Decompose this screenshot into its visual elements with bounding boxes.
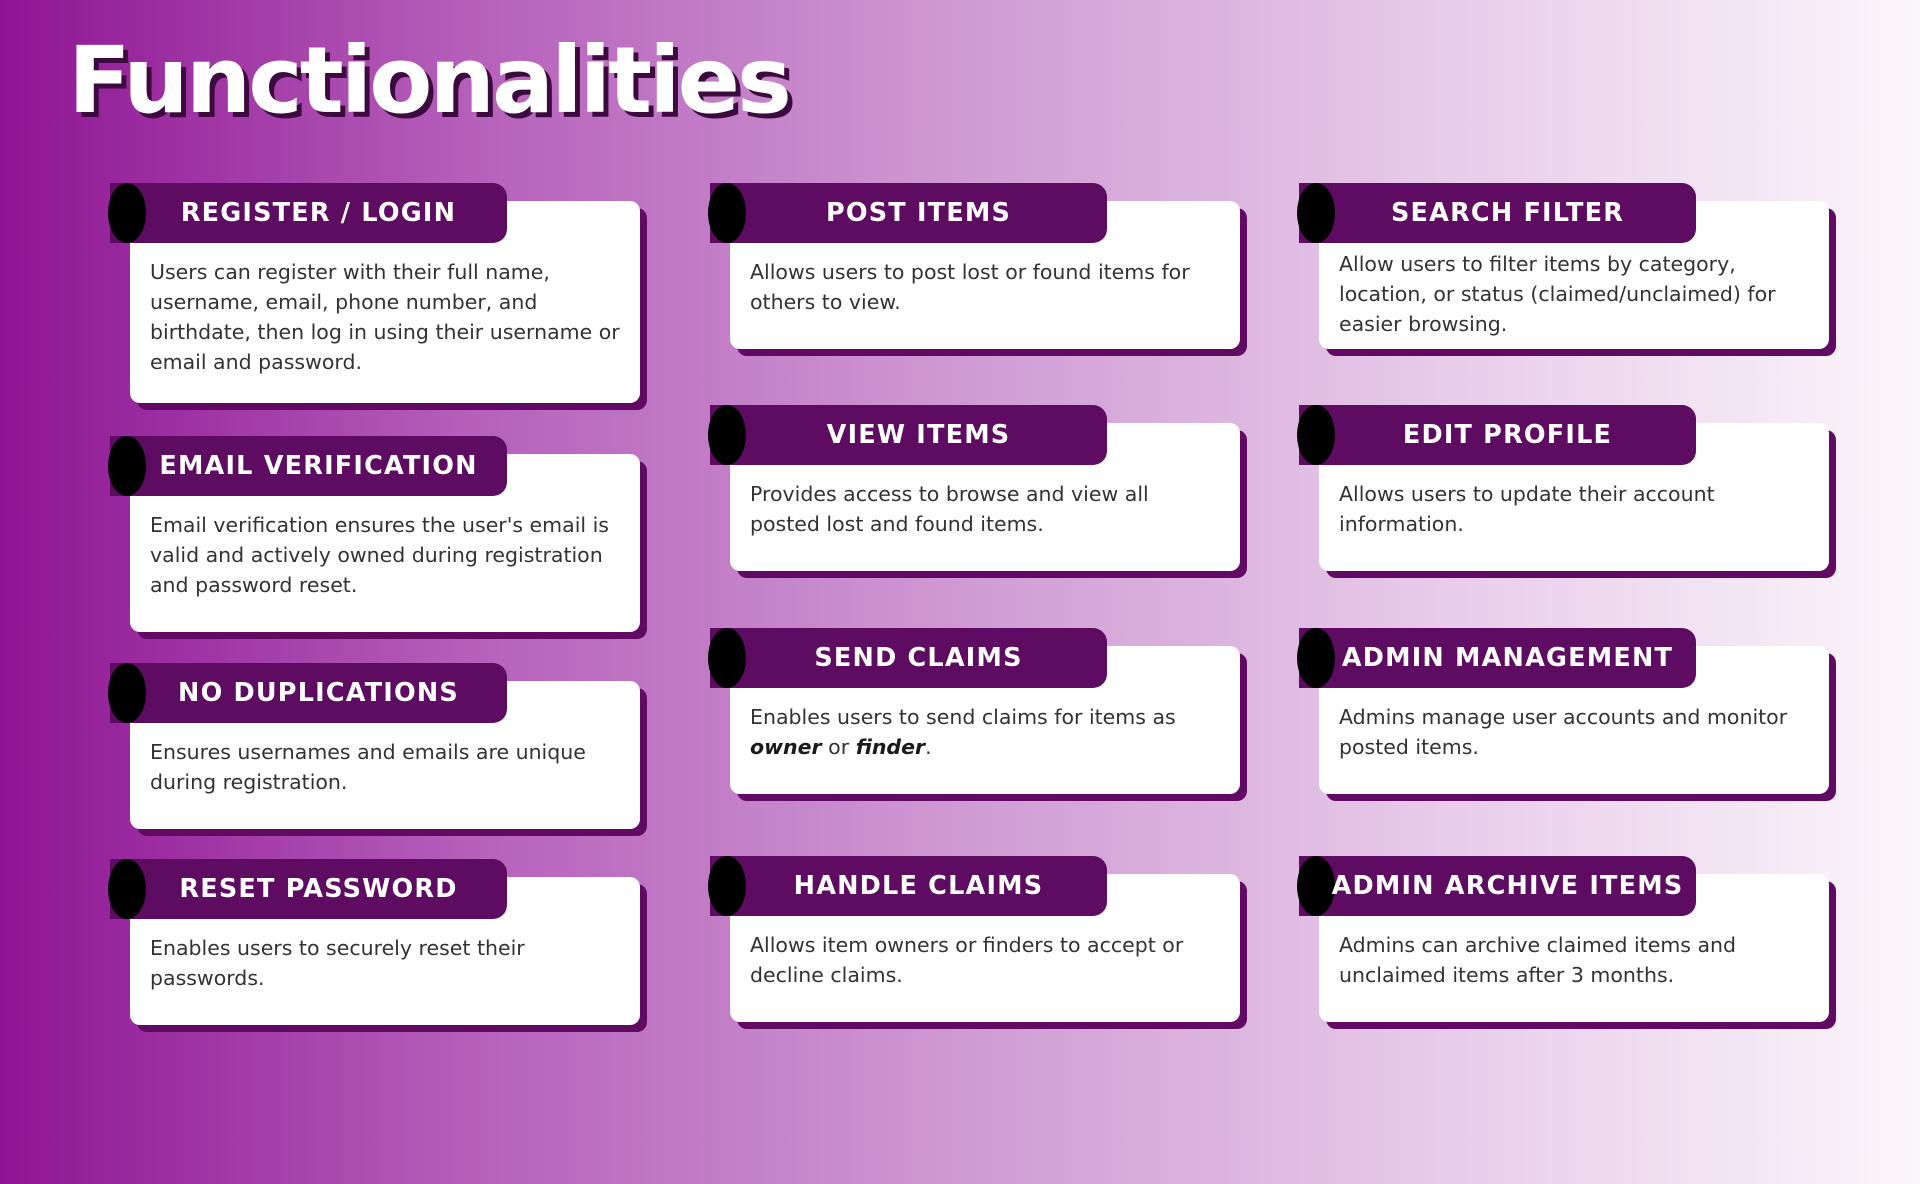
card-header-tab: [710, 628, 1107, 688]
card-description: Users can register with their full name, username, email, phone number, and birthdate, then log in using their username or email and password.: [150, 260, 620, 374]
card-heading: EMAIL VERIFICATION: [159, 451, 478, 481]
card-header-tab: [110, 663, 507, 723]
card-description: Allows users to post lost or found items for others to view.: [750, 260, 1190, 314]
card-description: Admins can archive claimed items and unclaimed items after 3 months.: [1339, 933, 1737, 987]
desc-period: .: [925, 735, 932, 759]
card-description: Ensures usernames and emails are unique during registration.: [150, 740, 586, 794]
card-heading: ADMIN MANAGEMENT: [1341, 643, 1674, 673]
card-header-tab: [1299, 628, 1696, 688]
feature-card-admin-management: [1299, 628, 1829, 794]
card-heading: SEND CLAIMS: [814, 643, 1023, 673]
card-heading: POST ITEMS: [825, 198, 1012, 228]
card-header-tab: [110, 859, 507, 919]
card-description: Enables users to securely reset their passwords.: [150, 936, 525, 990]
feature-card-view-items: [710, 405, 1240, 571]
keyword-owner: owner: [750, 735, 822, 759]
card-description: Admins manage user accounts and monitor posted items.: [1339, 705, 1788, 759]
desc-connector: or: [828, 735, 850, 759]
card-heading: VIEW ITEMS: [826, 420, 1011, 450]
card-description: Allows users to update their account information.: [1339, 482, 1715, 536]
card-header-tab: [1299, 183, 1696, 243]
feature-card-search-filter: [1299, 183, 1829, 349]
desc-text: Enables users to send claims for items as: [750, 705, 1176, 729]
feature-card-admin-archive-items: [1299, 856, 1829, 1022]
card-description: Allows item owners or finders to accept or decline claims.: [750, 933, 1184, 987]
feature-card-send-claims: [710, 628, 1240, 794]
feature-card-register-login: [110, 183, 640, 403]
card-heading: SEARCH FILTER: [1390, 198, 1625, 228]
page-title: Functionalities: [68, 27, 789, 134]
card-header-tab: [110, 183, 507, 243]
feature-card-no-duplications: [110, 663, 640, 829]
keyword-finder: finder: [855, 735, 926, 759]
feature-card-edit-profile: [1299, 405, 1829, 571]
card-header-tab: [710, 183, 1107, 243]
feature-card-handle-claims: [710, 856, 1240, 1022]
card-heading: EDIT PROFILE: [1402, 420, 1613, 450]
card-header-tab: [110, 436, 507, 496]
feature-card-email-verification: [110, 436, 640, 632]
card-heading: HANDLE CLAIMS: [793, 871, 1044, 901]
card-description: Provides access to browse and view all posted lost and found items.: [750, 482, 1149, 536]
card-description: Email verification ensures the user's email is valid and actively owned during registration and password reset.: [150, 513, 609, 597]
card-heading: RESET PASSWORD: [179, 874, 458, 904]
card-header-tab: [710, 405, 1107, 465]
feature-card-post-items: [710, 183, 1240, 349]
card-description: [750, 702, 1224, 762]
card-heading: NO DUPLICATIONS: [178, 678, 459, 708]
card-heading: ADMIN ARCHIVE ITEMS: [1331, 871, 1684, 901]
feature-card-reset-password: [110, 859, 640, 1025]
card-header-tab: [710, 856, 1107, 916]
card-header-tab: [1299, 856, 1696, 916]
card-heading: REGISTER / LOGIN: [180, 198, 457, 228]
card-description: Allow users to filter items by category, location, or status (claimed/unclaimed) for easier browsing.: [1339, 252, 1776, 336]
card-header-tab: [1299, 405, 1696, 465]
